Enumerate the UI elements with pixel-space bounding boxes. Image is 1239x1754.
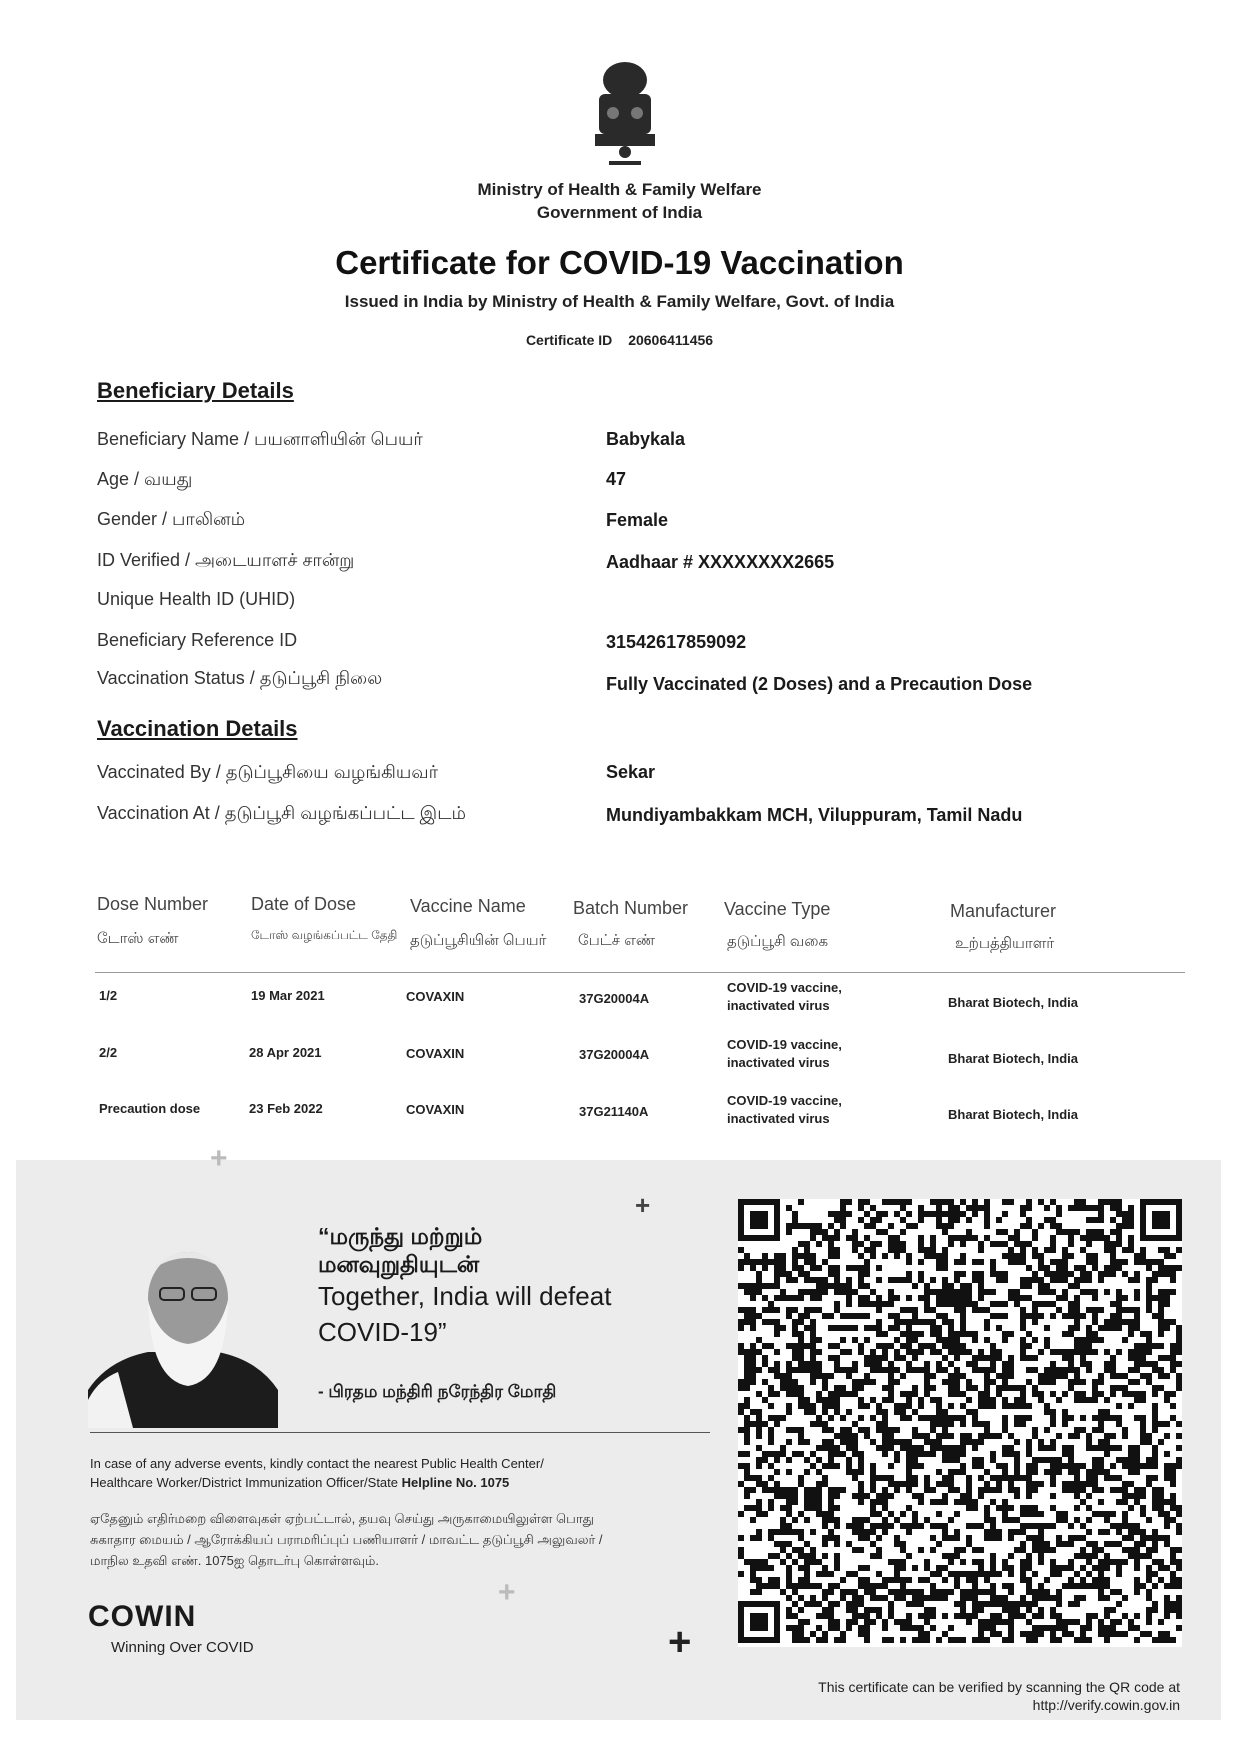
gender-label: Gender / பாலினம் (97, 509, 246, 529)
certificate-id (0, 332, 1239, 348)
vaccinated-by-value: Sekar (606, 762, 656, 782)
dose-3-date: 23 Feb 2022 (249, 1101, 323, 1116)
vaccination-status-value: Fully Vaccinated (2 Doses) and a Precaution Dose (606, 674, 1033, 694)
vaccination-heading: Vaccination Details (97, 716, 298, 741)
reference-id-value: 31542617859092 (606, 632, 747, 652)
plus-icon: + (210, 1142, 228, 1175)
header-batch-number-ta: பேட்ச் எண் (578, 932, 656, 949)
dose-3-vaccine: COVAXIN (406, 1102, 465, 1117)
header-manufacturer: Manufacturer (950, 901, 1057, 921)
dose-1-date: 19 Mar 2021 (251, 988, 325, 1003)
beneficiary-name-label: Beneficiary Name / பயனாளியின் பெயர் (97, 429, 423, 449)
age-label: Age / வயது (97, 469, 193, 489)
certificate-id-value: 20606411456 (628, 332, 714, 348)
dose-1-type: COVID-19 vaccine, inactivated virus (727, 980, 842, 1013)
id-verified-label: ID Verified / அடையாளச் சான்று (97, 550, 355, 570)
dose-2-type: COVID-19 vaccine, inactivated virus (727, 1037, 842, 1070)
gender-value: Female (606, 510, 669, 530)
header-manufacturer-ta: உற்பத்தியாளர் (955, 935, 1055, 952)
vaccination-at-label: Vaccination At / தடுப்பூசி வழங்கப்பட்ட இடம் (97, 803, 466, 823)
header-dose-number-ta: டோஸ் எண் (97, 930, 179, 947)
dose-1-number: 1/2 (99, 988, 118, 1003)
header-date-of-dose: Date of Dose (251, 894, 357, 914)
page-title: Certificate for COVID-19 Vaccination (335, 244, 904, 281)
dose-3-batch: 37G21140A (579, 1104, 649, 1119)
header-dose-number: Dose Number (97, 894, 209, 914)
header-vaccine-name: Vaccine Name (410, 896, 526, 916)
beneficiary-heading: Beneficiary Details (97, 378, 294, 403)
government-name: Government of India (536, 203, 703, 222)
dose-3-manufacturer: Bharat Biotech, India (948, 1107, 1079, 1122)
cowin-tagline: Winning Over COVID (111, 1639, 254, 1656)
prime-minister-photo (88, 1240, 278, 1428)
qr-code-icon (738, 1199, 1182, 1647)
footer-divider (90, 1432, 710, 1433)
dose-1-batch: 37G20004A (579, 991, 650, 1006)
verify-note: This certificate can be verified by scanning the QR code at http://verify.cowin.gov.in (818, 1679, 1180, 1713)
beneficiary-name-value: Babykala (606, 429, 686, 449)
header-date-of-dose-ta: டோஸ் வழங்கப்பட்ட தேதி (251, 928, 398, 942)
plus-icon: + (635, 1190, 651, 1220)
cowin-logo: COWIN (88, 1600, 197, 1633)
header-vaccine-type: Vaccine Type (724, 899, 831, 919)
header-vaccine-name-ta: தடுப்பூசியின் பெயர் (410, 932, 547, 949)
table-header-divider (95, 972, 1185, 973)
dose-3-type: COVID-19 vaccine, inactivated virus (727, 1093, 842, 1126)
dose-2-date: 28 Apr 2021 (249, 1045, 322, 1060)
uhid-label: Unique Health ID (UHID) (97, 589, 296, 609)
vaccinated-by-label: Vaccinated By / தடுப்பூசியை வழங்கியவர் (97, 762, 438, 782)
plus-icon: + (668, 1620, 692, 1664)
header-vaccine-type-ta: தடுப்பூசி வகை (727, 933, 829, 950)
national-emblem-icon (585, 58, 665, 173)
certificate-id-label: Certificate ID (525, 332, 613, 348)
pm-quote: “மருந்து மற்றும் மனவுறுதியுடன் Together, India will defeat COVID-19” (318, 1223, 612, 1347)
issued-by: Issued in India by Ministry of Health & Family Welfare, Govt. of India (344, 292, 895, 311)
vaccination-status-label: Vaccination Status / தடுப்பூசி நிலை (97, 668, 383, 688)
quote-attribution: - பிரதம மந்திரி நரேந்திர மோதி (318, 1382, 557, 1401)
plus-icon: + (498, 1576, 516, 1609)
dose-2-manufacturer: Bharat Biotech, India (948, 1051, 1079, 1066)
dose-1-vaccine: COVAXIN (406, 989, 465, 1004)
dose-1-manufacturer: Bharat Biotech, India (948, 995, 1079, 1010)
ministry-name: Ministry of Health & Family Welfare (477, 180, 762, 199)
reference-id-label: Beneficiary Reference ID (97, 630, 298, 650)
header-batch-number: Batch Number (573, 898, 689, 918)
dose-2-batch: 37G20004A (579, 1047, 650, 1062)
dose-2-vaccine: COVAXIN (406, 1046, 465, 1061)
helpline-tamil: ஏதேனும் எதிர்மறை விளைவுகள் ஏற்பட்டால், தயவு செய்து அருகாமையிலுள்ள பொது சுகாதார மையம் / ஆரோக்கியப் பராமரிப்புப் பணியாளர் / மாவட்ட தடுப்பூசி அலுவலர் / மாநில உதவி எண். 1075ஐ தொடர்பு கொள்ளவும். (90, 1511, 603, 1568)
dose-3-number: Precaution dose (99, 1101, 201, 1116)
vaccination-at-value: Mundiyambakkam MCH, Viluppuram, Tamil Nadu (606, 805, 1023, 825)
dose-2-number: 2/2 (99, 1045, 118, 1060)
helpline-english: In case of any adverse events, kindly contact the nearest Public Health Center/ Healthcare Worker/District Immunization Officer/State Helpline No. 1075 (90, 1456, 544, 1490)
age-value: 47 (606, 469, 627, 489)
id-verified-value: Aadhaar # XXXXXXXX2665 (606, 552, 835, 572)
